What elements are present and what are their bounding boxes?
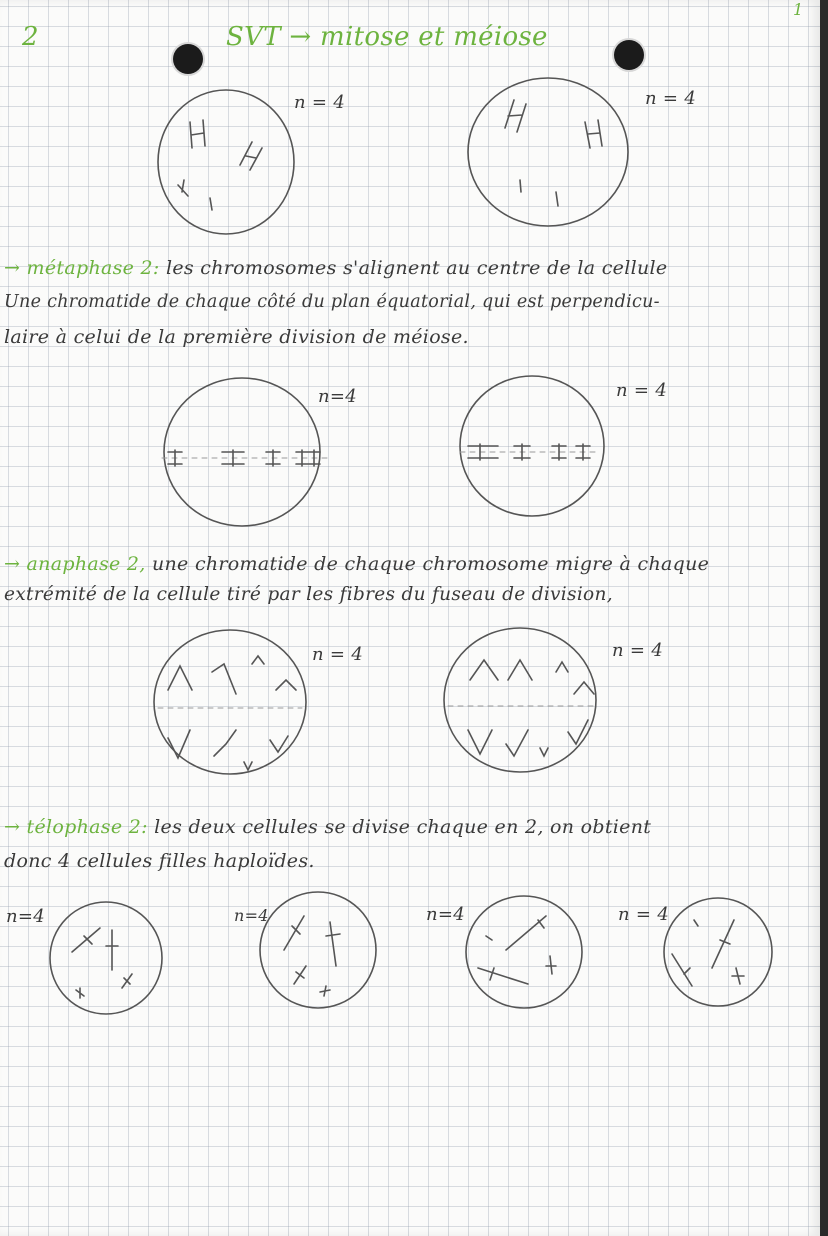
ploidy-label-top-left: n = 4 — [294, 92, 346, 113]
cell-top-left — [158, 90, 294, 234]
cell-anaphase-left — [154, 630, 306, 774]
ploidy-label-telophase-1: n=4 — [6, 906, 46, 927]
ploidy-label-telophase-2: n=4 — [234, 906, 269, 925]
anaphase2-cells — [154, 628, 596, 774]
page-title: SVT → mitose et méiose — [226, 22, 548, 52]
metaphase2-cells — [162, 376, 604, 526]
anaphase-heading: → anaphase 2, — [4, 553, 146, 575]
metaphase-heading: → métaphase 2: — [4, 257, 160, 279]
ploidy-label-anaphase-left: n = 4 — [312, 644, 364, 665]
telophase-heading: → télophase 2: — [4, 816, 148, 838]
page-number: 2 — [22, 22, 39, 52]
metaphase-text-1: les chromosomes s'alignent au centre de la cellule — [165, 257, 668, 279]
cell-anaphase-right — [444, 628, 596, 772]
daughter-cell-4 — [664, 898, 772, 1006]
ploidy-label-metaphase-right: n = 4 — [616, 380, 668, 401]
anaphase-text-1: une chromatide de chaque chromosome migre à chaque — [151, 553, 710, 575]
daughter-cell-2 — [260, 892, 376, 1008]
daughter-cell-3 — [466, 896, 582, 1008]
telophase-line-2: donc 4 cellules filles haploïdes. — [4, 850, 315, 872]
telophase2-cells — [50, 892, 772, 1014]
corner-mark: 1 — [793, 0, 804, 19]
ploidy-label-anaphase-right: n = 4 — [612, 640, 664, 661]
metaphase-line-3: laire à celui de la première division de méiose. — [4, 326, 469, 348]
telophase-text-1: les deux cellules se divise chaque en 2, on obtient — [154, 816, 652, 838]
anaphase-line-2: extrémité de la cellule tiré par les fibres du fuseau de division, — [4, 584, 613, 605]
metaphase-line-2: Une chromatide de chaque côté du plan équatorial, qui est perpendicu- — [4, 292, 660, 312]
ploidy-label-top-right: n = 4 — [645, 88, 697, 109]
ploidy-label-metaphase-left: n=4 — [318, 386, 358, 407]
ploidy-label-telophase-4: n = 4 — [618, 904, 670, 925]
daughter-cell-1 — [50, 902, 162, 1014]
cell-top-right — [468, 78, 628, 226]
ploidy-label-telophase-3: n=4 — [426, 904, 466, 925]
prophase2-cells — [158, 78, 628, 234]
